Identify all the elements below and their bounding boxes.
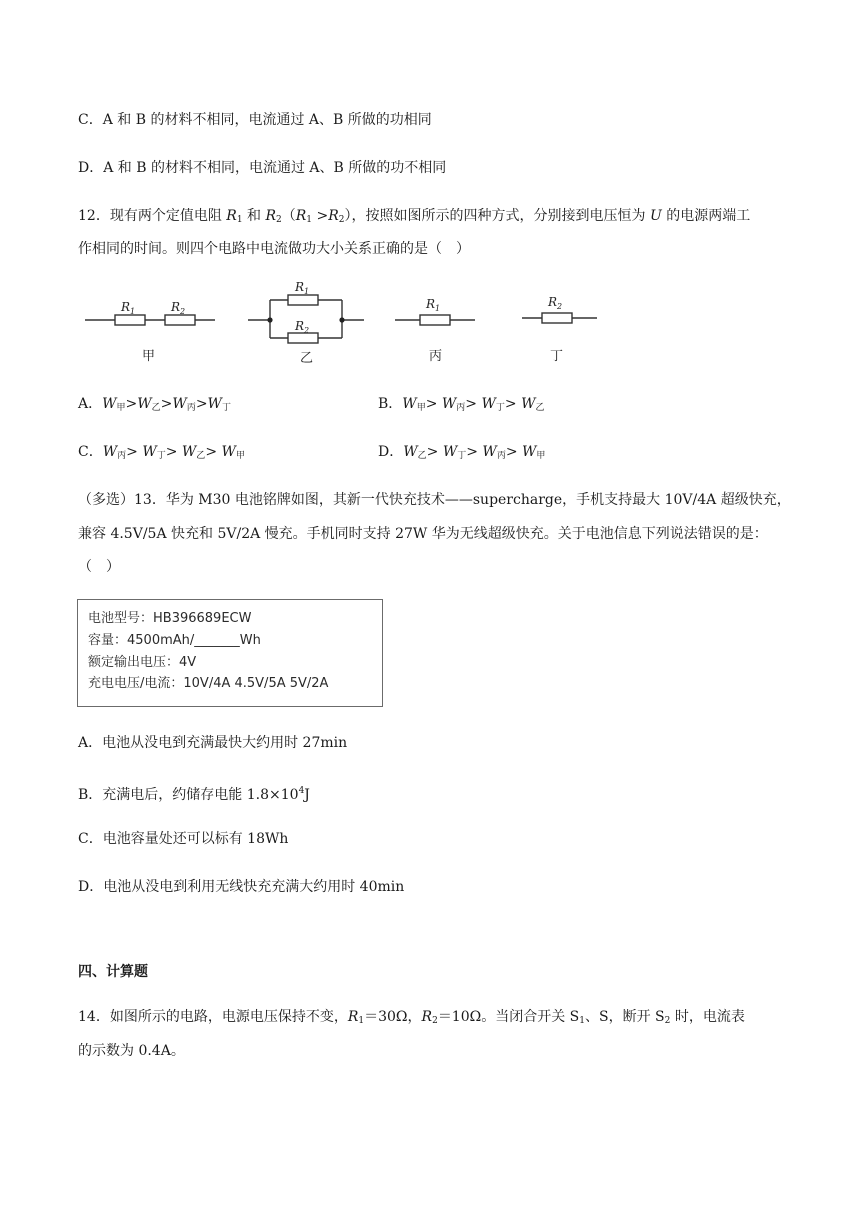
resistor-label-r2: $R_2$ bbox=[548, 295, 563, 311]
battery-rated-voltage: 额定输出电压：4V bbox=[88, 655, 197, 670]
q14-stem-line1: 14．如图所示的电路，电源电压保持不变，$R_1=30\Omega$，$R_2=10\Omega$。当闭合开关 $S_1$、S，断开 $S_2$ 时，电流表 bbox=[78, 1009, 745, 1026]
q11-option-c: C．A 和 B 的材料不相同，电流通过 A、B 所做的功相同 bbox=[78, 112, 432, 128]
q12-option-a: A．$W_甲>W_乙>W_丙>W_丁$ bbox=[78, 396, 231, 413]
section-heading: 四、计算题 bbox=[78, 964, 148, 980]
q14-stem-line2: 的示数为 0.4A。 bbox=[78, 1043, 185, 1059]
resistor-label-r2: $R_2$ bbox=[171, 300, 186, 316]
q12-option-c: C．$W_丙> W_丁> W_乙> W_甲$ bbox=[78, 444, 245, 461]
q13-option-d: D．电池从没电到利用无线快充充满大约用时 40min bbox=[78, 879, 405, 895]
q12-circuit-diagrams bbox=[80, 280, 610, 370]
circuit-label-yi: 乙 bbox=[300, 351, 314, 366]
resistor-label-r1: $R_1$ bbox=[295, 280, 310, 296]
resistor-label-r1: $R_1$ bbox=[121, 300, 136, 316]
q12-stem-line2: 作相同的时间。则四个电路中电流做功大小关系正确的是（ ） bbox=[78, 241, 470, 257]
circuit-label-jia: 甲 bbox=[142, 349, 156, 364]
circuit-yi-r1 bbox=[288, 295, 318, 305]
q12-option-b: B．$W_甲> W_丙> W_丁> W_乙$ bbox=[378, 396, 545, 413]
q13-option-c: C．电池容量处还可以标有 18Wh bbox=[78, 831, 289, 847]
q12-stem-line1: 12．现有两个定值电阻 $R_1$ 和 $R_2(R_1 >R_2)$，按照如图所示的四种方式，分别接到电压恒为 U 的电源两端工 bbox=[78, 208, 751, 225]
resistor-label-r1: $R_1$ bbox=[426, 297, 441, 313]
q12-option-d: D．$W_乙> W_丁> W_丙> W_甲$ bbox=[378, 444, 546, 461]
battery-nameplate bbox=[77, 599, 383, 707]
circuit-label-bing: 丙 bbox=[429, 349, 443, 364]
q13-stem-line1: （多选）13．华为 M30 电池铭牌如图，其新一代快充技术——supercharge，手机支持最大 10V/4A 超级快充， bbox=[78, 492, 791, 508]
circuit-jia-r2 bbox=[165, 315, 195, 325]
q13-option-a: A．电池从没电到充满最快大约用时 27min bbox=[78, 735, 348, 751]
battery-charge-spec: 充电电压/电流：10V/4A 4.5V/5A 5V/2A bbox=[88, 676, 329, 691]
resistor-label-r2: $R_2$ bbox=[295, 319, 310, 335]
circuit-bing-r1 bbox=[420, 315, 450, 325]
q13-option-b: B．充满电后，约储存电能 $1.8\times 10^4J$ bbox=[78, 786, 310, 803]
battery-capacity: 容量：4500mAh/_______Wh bbox=[88, 633, 261, 648]
circuit-ding-r2 bbox=[542, 313, 572, 323]
q13-stem-line3: （ ） bbox=[78, 559, 120, 575]
q11-option-d: D．A 和 B 的材料不相同，电流通过 A、B 所做的功不相同 bbox=[78, 160, 447, 176]
circuit-yi-r2 bbox=[288, 333, 318, 343]
q13-stem-line2: 兼容 4.5V/5A 快充和 5V/2A 慢充。手机同时支持 27W 华为无线超级快充。关于电池信息下列说法错误的是： bbox=[78, 526, 768, 542]
battery-model: 电池型号：HB396689ECW bbox=[88, 611, 252, 626]
circuit-jia-r1 bbox=[115, 315, 145, 325]
circuit-label-ding: 丁 bbox=[550, 349, 564, 364]
